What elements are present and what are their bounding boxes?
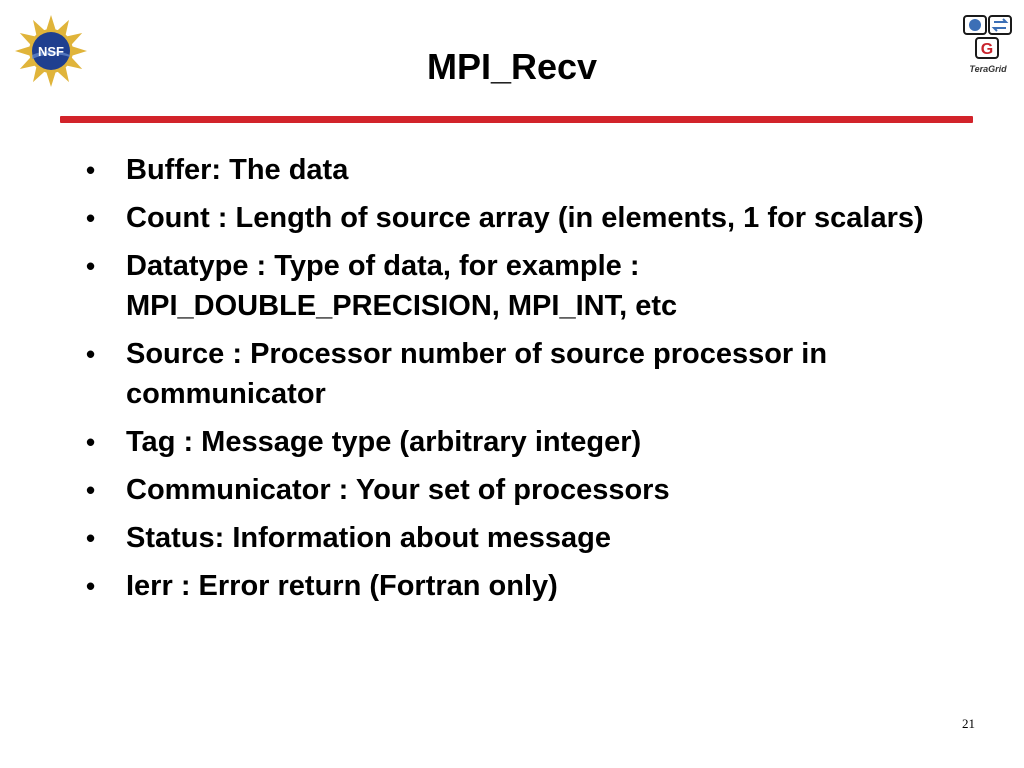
bullet-item (84, 150, 944, 190)
bullet-dot-icon: • (86, 155, 96, 185)
bullet-dot-icon: • (86, 251, 96, 281)
bullet-dot-icon: • (86, 571, 96, 601)
title-divider (60, 116, 973, 123)
bullet-item (84, 246, 944, 326)
slide-title: MPI_Recv (426, 46, 598, 87)
bullet-text: Datatype : Type of data, for example : MPI_DOUBLE_PRECISION, MPI_INT, etc (126, 250, 678, 322)
bullet-text: Communicator : Your set of processors (126, 474, 670, 506)
bullet-list (84, 150, 944, 614)
bullet-text: Status: Information about message (126, 522, 612, 554)
bullet-text: Ierr : Error return (Fortran only) (126, 570, 558, 602)
bullet-dot-icon: • (86, 339, 96, 369)
teragrid-logo-text: TeraGrid (969, 64, 1007, 74)
svg-text:G: G (980, 41, 994, 58)
bullet-item (84, 198, 944, 238)
nsf-logo-text: NSF (38, 44, 64, 59)
bullet-text: Buffer: The data (126, 154, 349, 186)
bullet-item (84, 422, 944, 462)
bullet-dot-icon: • (86, 523, 96, 553)
page-number: 21 (962, 716, 975, 731)
bullet-item (84, 566, 944, 606)
bullet-text: Count : Length of source array (in elements, 1 for scalars) (126, 202, 924, 234)
bullet-item (84, 518, 944, 558)
bullet-text: Tag : Message type (arbitrary integer) (126, 426, 642, 458)
bullet-dot-icon: • (86, 475, 96, 505)
bullet-dot-icon: • (86, 427, 96, 457)
bullet-item (84, 470, 944, 510)
bullet-item (84, 334, 944, 414)
bullet-text: Source : Processor number of source processor in communicator (126, 338, 828, 410)
bullet-dot-icon: • (86, 203, 96, 233)
